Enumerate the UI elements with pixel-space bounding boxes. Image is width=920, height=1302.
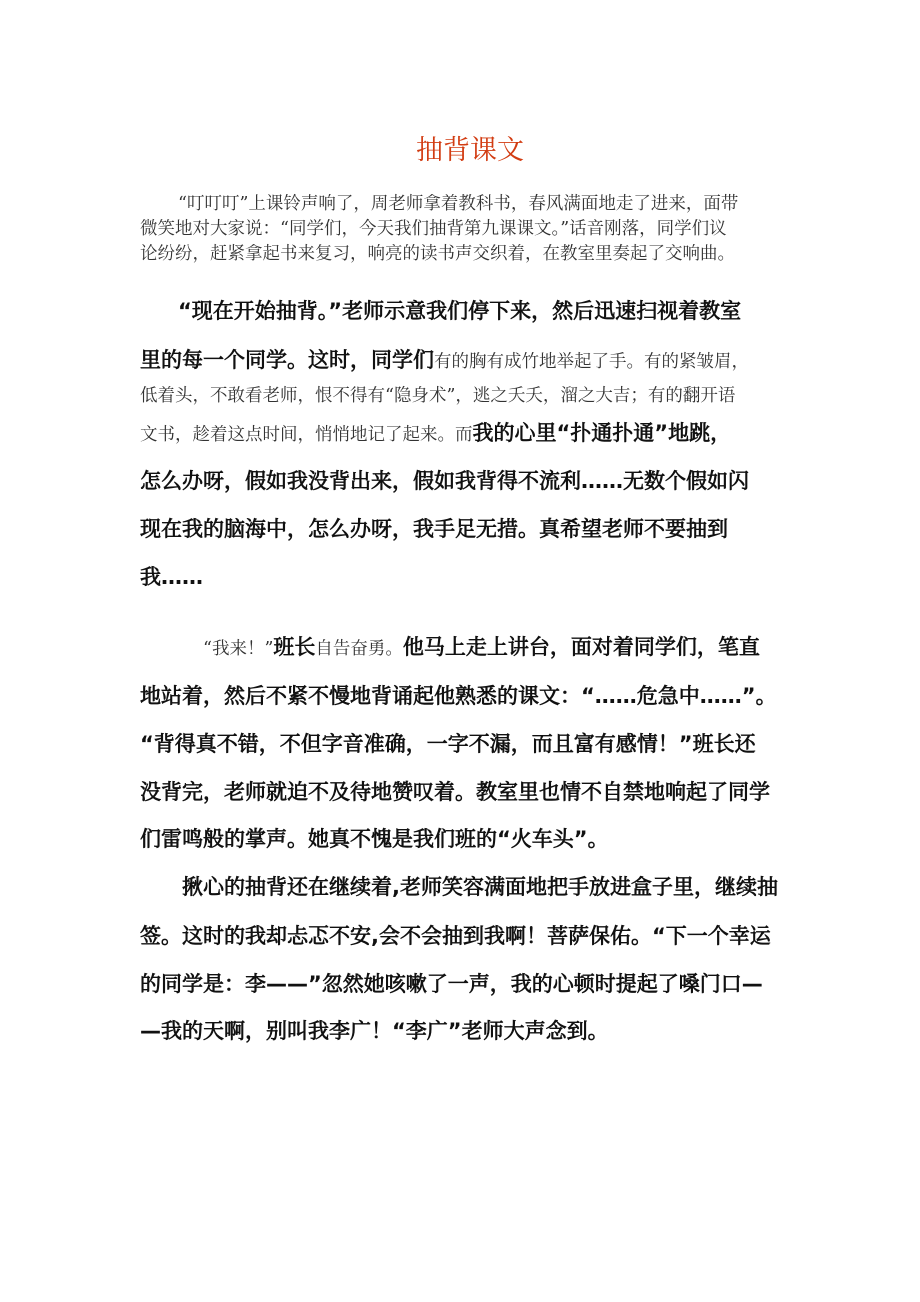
bold-segment: 班长: [273, 635, 316, 659]
text-line: 们雷鸣般的掌声。她真不愧是我们班的“火车头”。: [140, 827, 609, 851]
bold-segment: 里的每一个同学。这时，同学们: [140, 348, 434, 372]
text-line: —我的天啊，别叫我李广！“李广”老师大声念到。: [140, 1019, 609, 1043]
text-line: [203, 633, 760, 663]
text-line: 地站着，然后不紧不慢地背诵起他熟悉的课文：“……危急中……”。: [140, 684, 777, 708]
text-line: “背得真不错，不但字音准确，一字不漏，而且富有感情！”班长还: [140, 732, 756, 756]
text-line: “叮叮叮”上课铃声响了，周老师拿着教科书，春风满面地走了进来，面带: [178, 194, 739, 214]
normal-segment: 文书，趁着这点时间，悄悄地记了起来。而: [140, 425, 473, 445]
normal-segment: 有的胸有成竹地举起了手。有的紧皱眉，: [434, 352, 749, 372]
text-line: 论纷纷，赶紧拿起书来复习，响亮的读书声交织着，在教室里奏起了交响曲。: [140, 244, 735, 264]
text-line: “现在开始抽背。”老师示意我们停下来，然后迅速扫视着教室: [178, 299, 742, 323]
text-line: 没背完，老师就迫不及待地赞叹着。教室里也情不自禁地响起了同学: [140, 780, 770, 804]
text-line: 低着头，不敢看老师，恨不得有“隐身术”，逃之夭夭，溜之大吉；有的翻开语: [140, 386, 736, 406]
bold-segment: 他马上走上讲台，面对着同学们，笔直: [402, 635, 760, 659]
document-title: 抽背课文: [416, 135, 524, 166]
text-line: [140, 346, 749, 376]
text-line: 的同学是：李——”忽然她咳嗽了一声，我的心顿时提起了嗓门口—: [140, 972, 763, 996]
text-line: 我……: [140, 565, 203, 589]
bold-segment: 我的心里“扑通扑通”地跳，: [472, 421, 732, 445]
normal-segment: 自告奋勇。: [315, 639, 403, 659]
text-line: 怎么办呀，假如我没背出来，假如我背得不流利……无数个假如闪: [140, 469, 749, 493]
text-line: [140, 419, 731, 449]
text-line: 揪心的抽背还在继续着,老师笑容满面地把手放进盒子里，继续抽: [182, 875, 778, 899]
text-line: 微笑地对大家说：“同学们，今天我们抽背第九课课文。”话音刚落，同学们议: [140, 219, 727, 239]
normal-segment: “我来！”: [203, 639, 274, 659]
text-line: 签。这时的我却忐忑不安,会不会抽到我啊！菩萨保佑。“下一个幸运: [140, 924, 771, 948]
text-line: 现在我的脑海中，怎么办呀，我手足无措。真希望老师不要抽到: [140, 517, 728, 541]
